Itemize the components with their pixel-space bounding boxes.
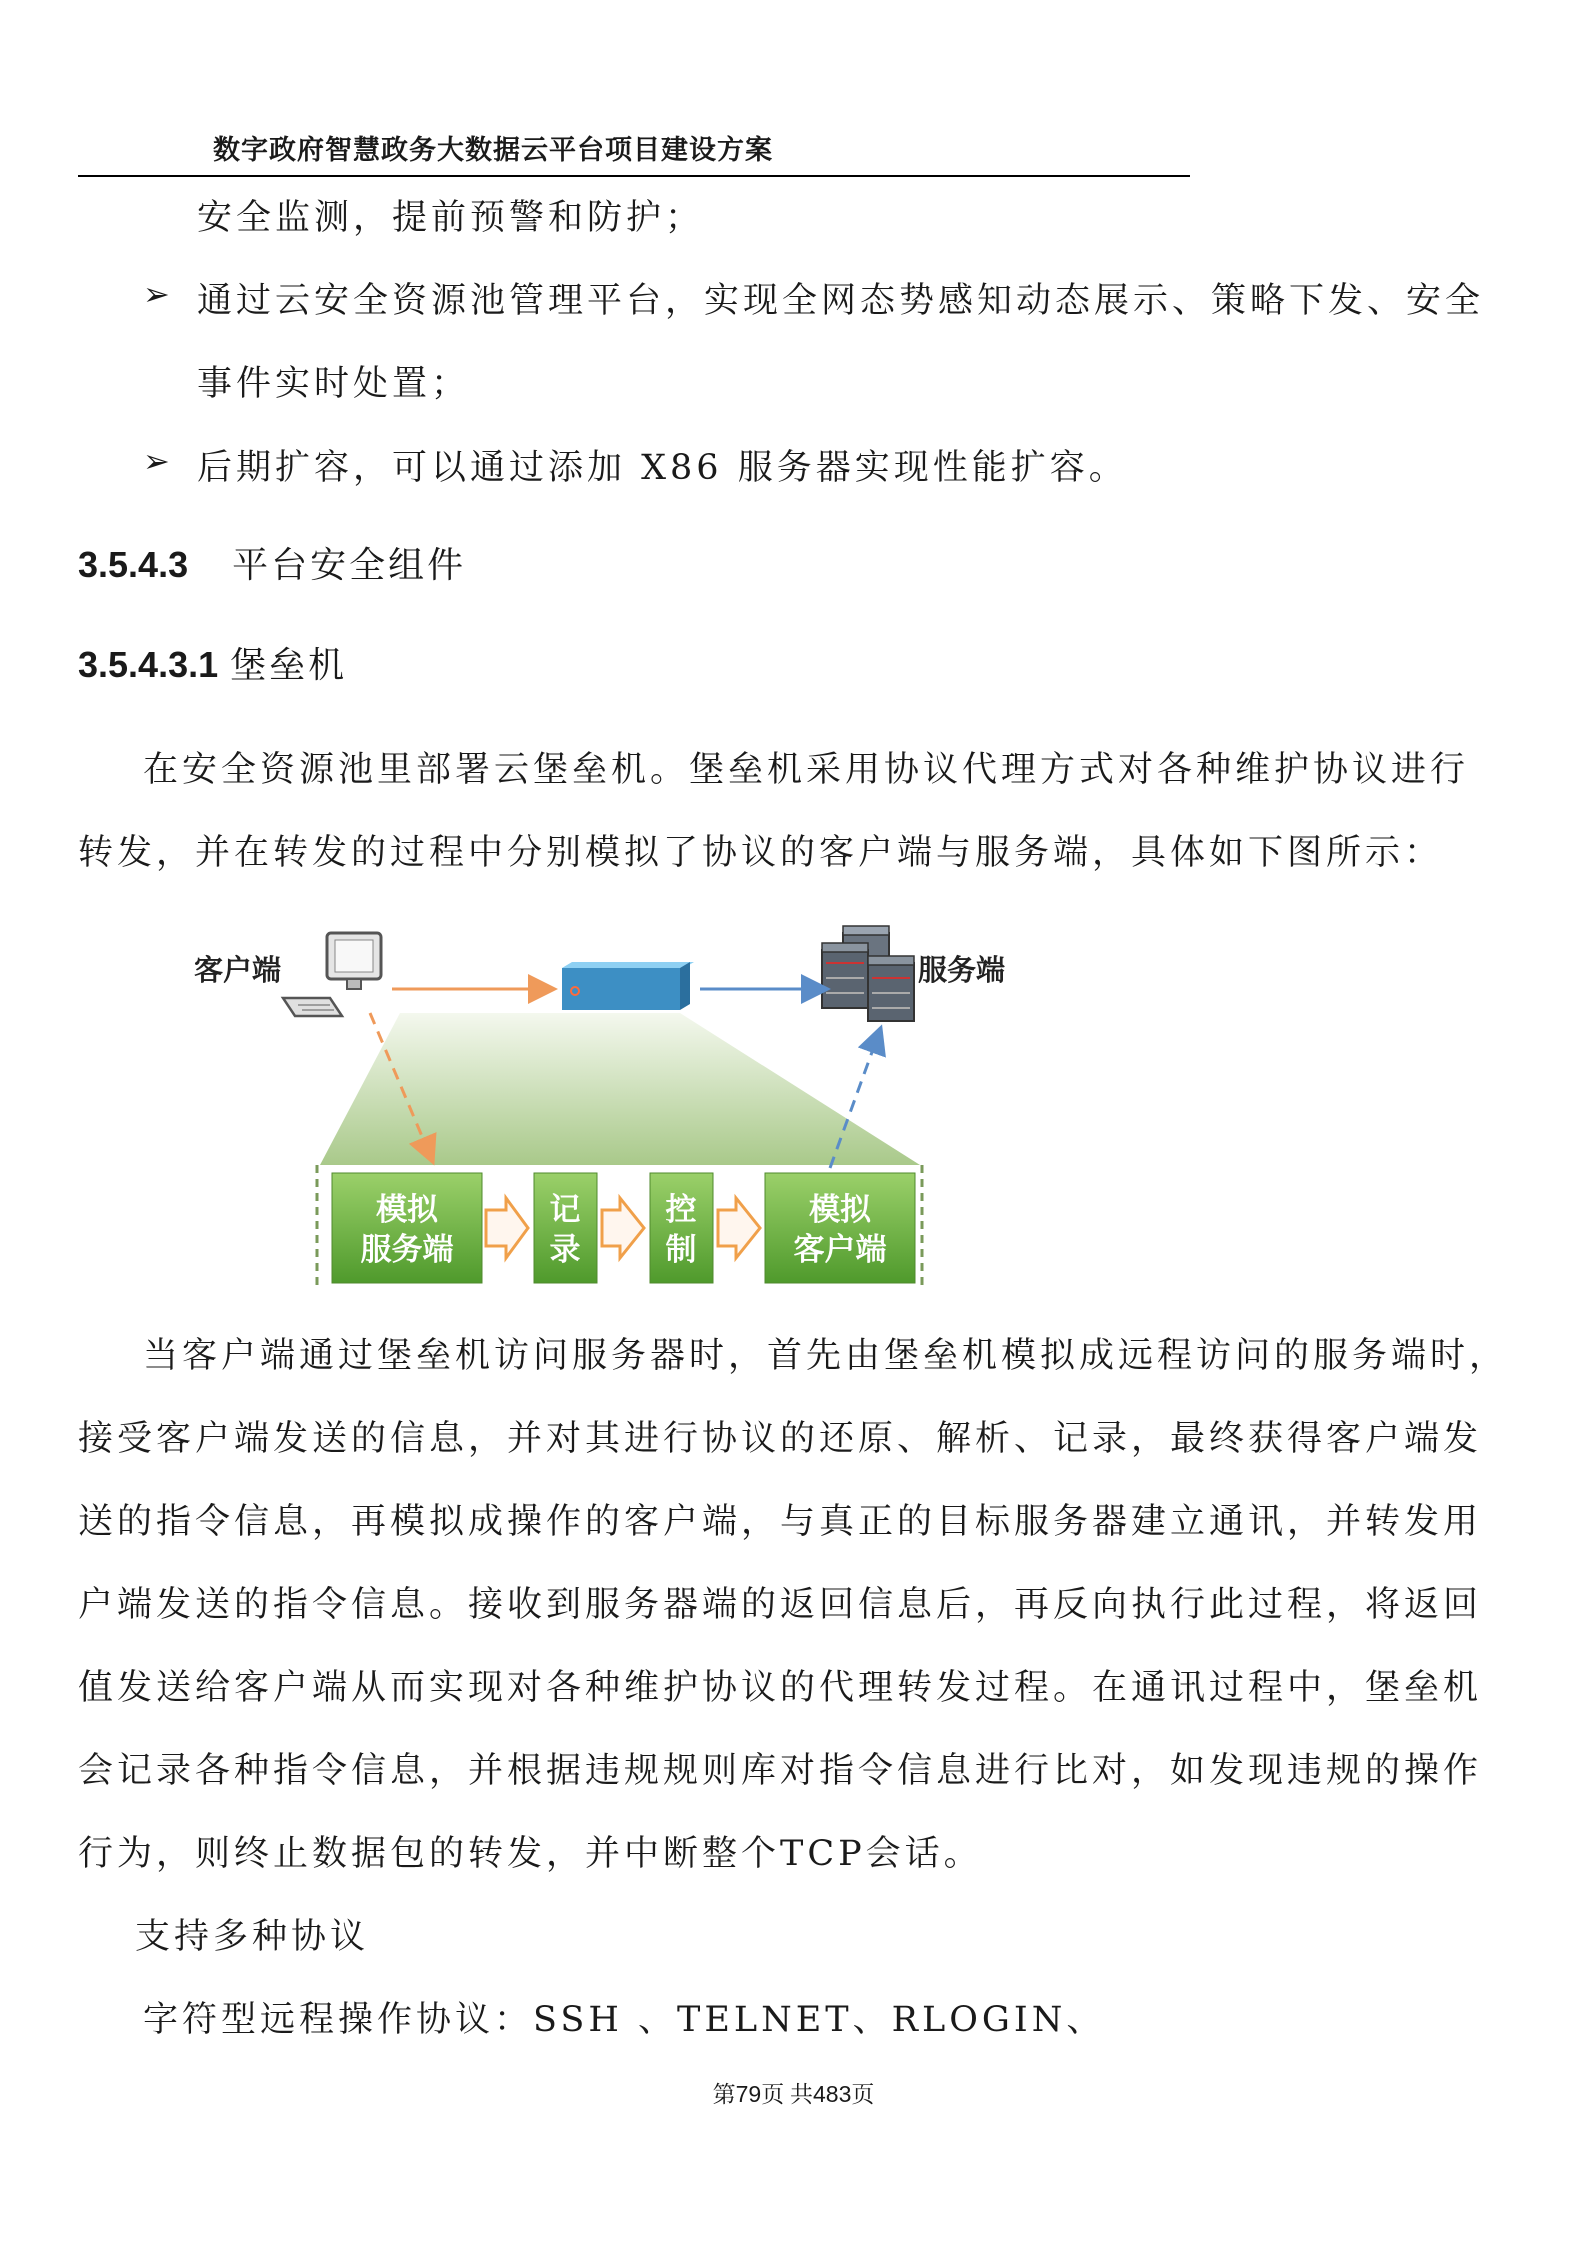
svg-text:客户端: 客户端 [793, 1232, 887, 1268]
bullet-item-2: 后期扩容，可以通过添加 X86 服务器实现性能扩容。 [197, 448, 1128, 488]
server-label: 服务端 [918, 953, 1006, 987]
paragraph-2-line-5: 值发送给客户端从而实现对各种维护协议的代理转发过程。在通讯过程中，堡垒机 [78, 1668, 1483, 1708]
svg-text:模拟: 模拟 [376, 1192, 438, 1228]
proxy-scope-backdrop [320, 1013, 920, 1165]
support-protocols-heading: 支持多种协议 [135, 1917, 370, 1957]
footer-mid: 页 共 [761, 2082, 813, 2107]
bastion-host-device-icon [562, 962, 694, 1010]
paragraph-1-line-1: 在安全资源池里部署云堡垒机。堡垒机采用协议代理方式对各种维护协议进行 [143, 750, 1470, 790]
bullet-item-1-line-1: 通过云安全资源池管理平台，实现全网态势感知动态展示、策略下发、安全 [197, 281, 1485, 321]
paragraph-2-line-1: 当客户端通过堡垒机访问服务器时，首先由堡垒机模拟成远程访问的服务端时， [143, 1336, 1509, 1376]
paragraph-2-line-4: 户端发送的指令信息。接收到服务器端的返回信息后，再反向执行此过程，将返回 [78, 1585, 1483, 1625]
bullet-item-1-line-2: 事件实时处置； [197, 364, 471, 404]
bullet-arrow-icon: ➢ [143, 275, 170, 313]
svg-text:录: 录 [549, 1232, 581, 1268]
header-divider [78, 175, 1190, 177]
section-heading-3-5-4-3-1 [78, 637, 347, 688]
stage-record [534, 1173, 597, 1283]
document-header-title: 数字政府智慧政务大数据云平台项目建设方案 [213, 135, 773, 166]
stage-simulate-server [332, 1173, 482, 1283]
section-number: 3.5.4.3.1 [78, 644, 219, 685]
svg-text:控: 控 [665, 1192, 697, 1228]
current-page-number: 79 [735, 2081, 762, 2107]
protocol-list-line: 字符型远程操作协议：SSH 、TELNET、RLOGIN、 [143, 2000, 1106, 2040]
paragraph-2-line-6: 会记录各种指令信息，并根据违规规则库对指令信息进行比对，如发现违规的操作 [78, 1751, 1483, 1791]
server-rack-icon [822, 926, 914, 1021]
client-computer-icon [283, 933, 381, 1016]
bastion-host-diagram [170, 918, 1006, 1288]
section-number: 3.5.4.3 [78, 544, 189, 585]
page-footer [0, 2076, 1587, 2109]
section-title: 堡垒机 [230, 645, 348, 686]
paragraph-1-line-2: 转发，并在转发的过程中分别模拟了协议的客户端与服务端，具体如下图所示： [78, 833, 1444, 873]
svg-text:记: 记 [549, 1192, 581, 1228]
section-title: 平台安全组件 [232, 545, 467, 586]
paragraph-2-line-2: 接受客户端发送的信息，并对其进行协议的还原、解析、记录，最终获得客户端发 [78, 1419, 1483, 1459]
stage-simulate-client [765, 1173, 915, 1283]
flow-arrow-icons [486, 1198, 760, 1258]
svg-text:模拟: 模拟 [809, 1192, 871, 1228]
svg-text:制: 制 [665, 1232, 697, 1268]
svg-text:服务端: 服务端 [360, 1232, 454, 1268]
stage-control [650, 1173, 713, 1283]
bullet-arrow-icon: ➢ [143, 442, 170, 480]
section-heading-3-5-4-3 [78, 537, 466, 588]
client-label: 客户端 [194, 953, 282, 987]
footer-suffix: 页 [851, 2082, 875, 2107]
paragraph-2-line-7: 行为，则终止数据包的转发，并中断整个TCP会话。 [78, 1834, 983, 1874]
total-pages: 483 [812, 2081, 852, 2107]
continuation-line: 安全监测，提前预警和防护； [197, 198, 705, 238]
footer-prefix: 第 [712, 2082, 736, 2107]
paragraph-2-line-3: 送的指令信息，再模拟成操作的客户端，与真正的目标服务器建立通讯，并转发用 [78, 1502, 1483, 1542]
